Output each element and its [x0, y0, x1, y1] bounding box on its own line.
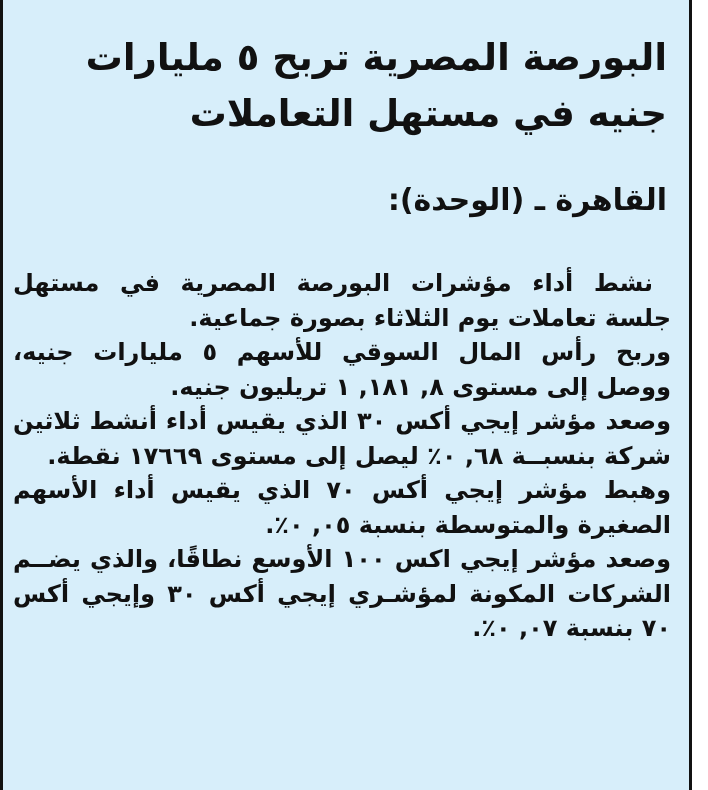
- article-paragraph: نشط أداء مؤشرات البورصة المصرية في مستهل جلسة تعاملات يوم الثلاثاء بصورة جماعية.: [13, 269, 671, 332]
- article-paragraph: وصعد مؤشر إيجي اكس ١٠٠ الأوسع نطاقًا، والذي يضــم الشركات المكونة لمؤشـري إيجي أكس ٣٠ وإيجي أكس ٧٠ بنسبة ٠٧, ٠٪.: [13, 545, 671, 642]
- article-paragraph: وربح رأس المال السوقي للأسهم ٥ مليارات جنيه، ووصل إلى مستوى ٨, ١٨١, ١ تريليون جنيه.: [13, 338, 671, 401]
- article-headline: البورصة المصرية تربح ٥ مليارات جنيه في مستهل التعاملات: [85, 36, 667, 135]
- article-dateline: القاهرة ـ (الوحدة):: [387, 183, 667, 218]
- article-paragraph: وهبط مؤشر إيجي أكس ٧٠ الذي يقيس أداء الأسهم الصغيرة والمتوسطة بنسبة ٠٥, ٠٪.: [13, 476, 671, 539]
- article-paragraph: وصعد مؤشر إيجي أكس ٣٠ الذي يقيس أداء أنشط ثلاثين شركة بنسبــة ٦٨, ٠٪ ليصل إلى مستوى ١٧٦٦٩ نقطة.: [13, 407, 672, 470]
- article-body: [13, 266, 671, 646]
